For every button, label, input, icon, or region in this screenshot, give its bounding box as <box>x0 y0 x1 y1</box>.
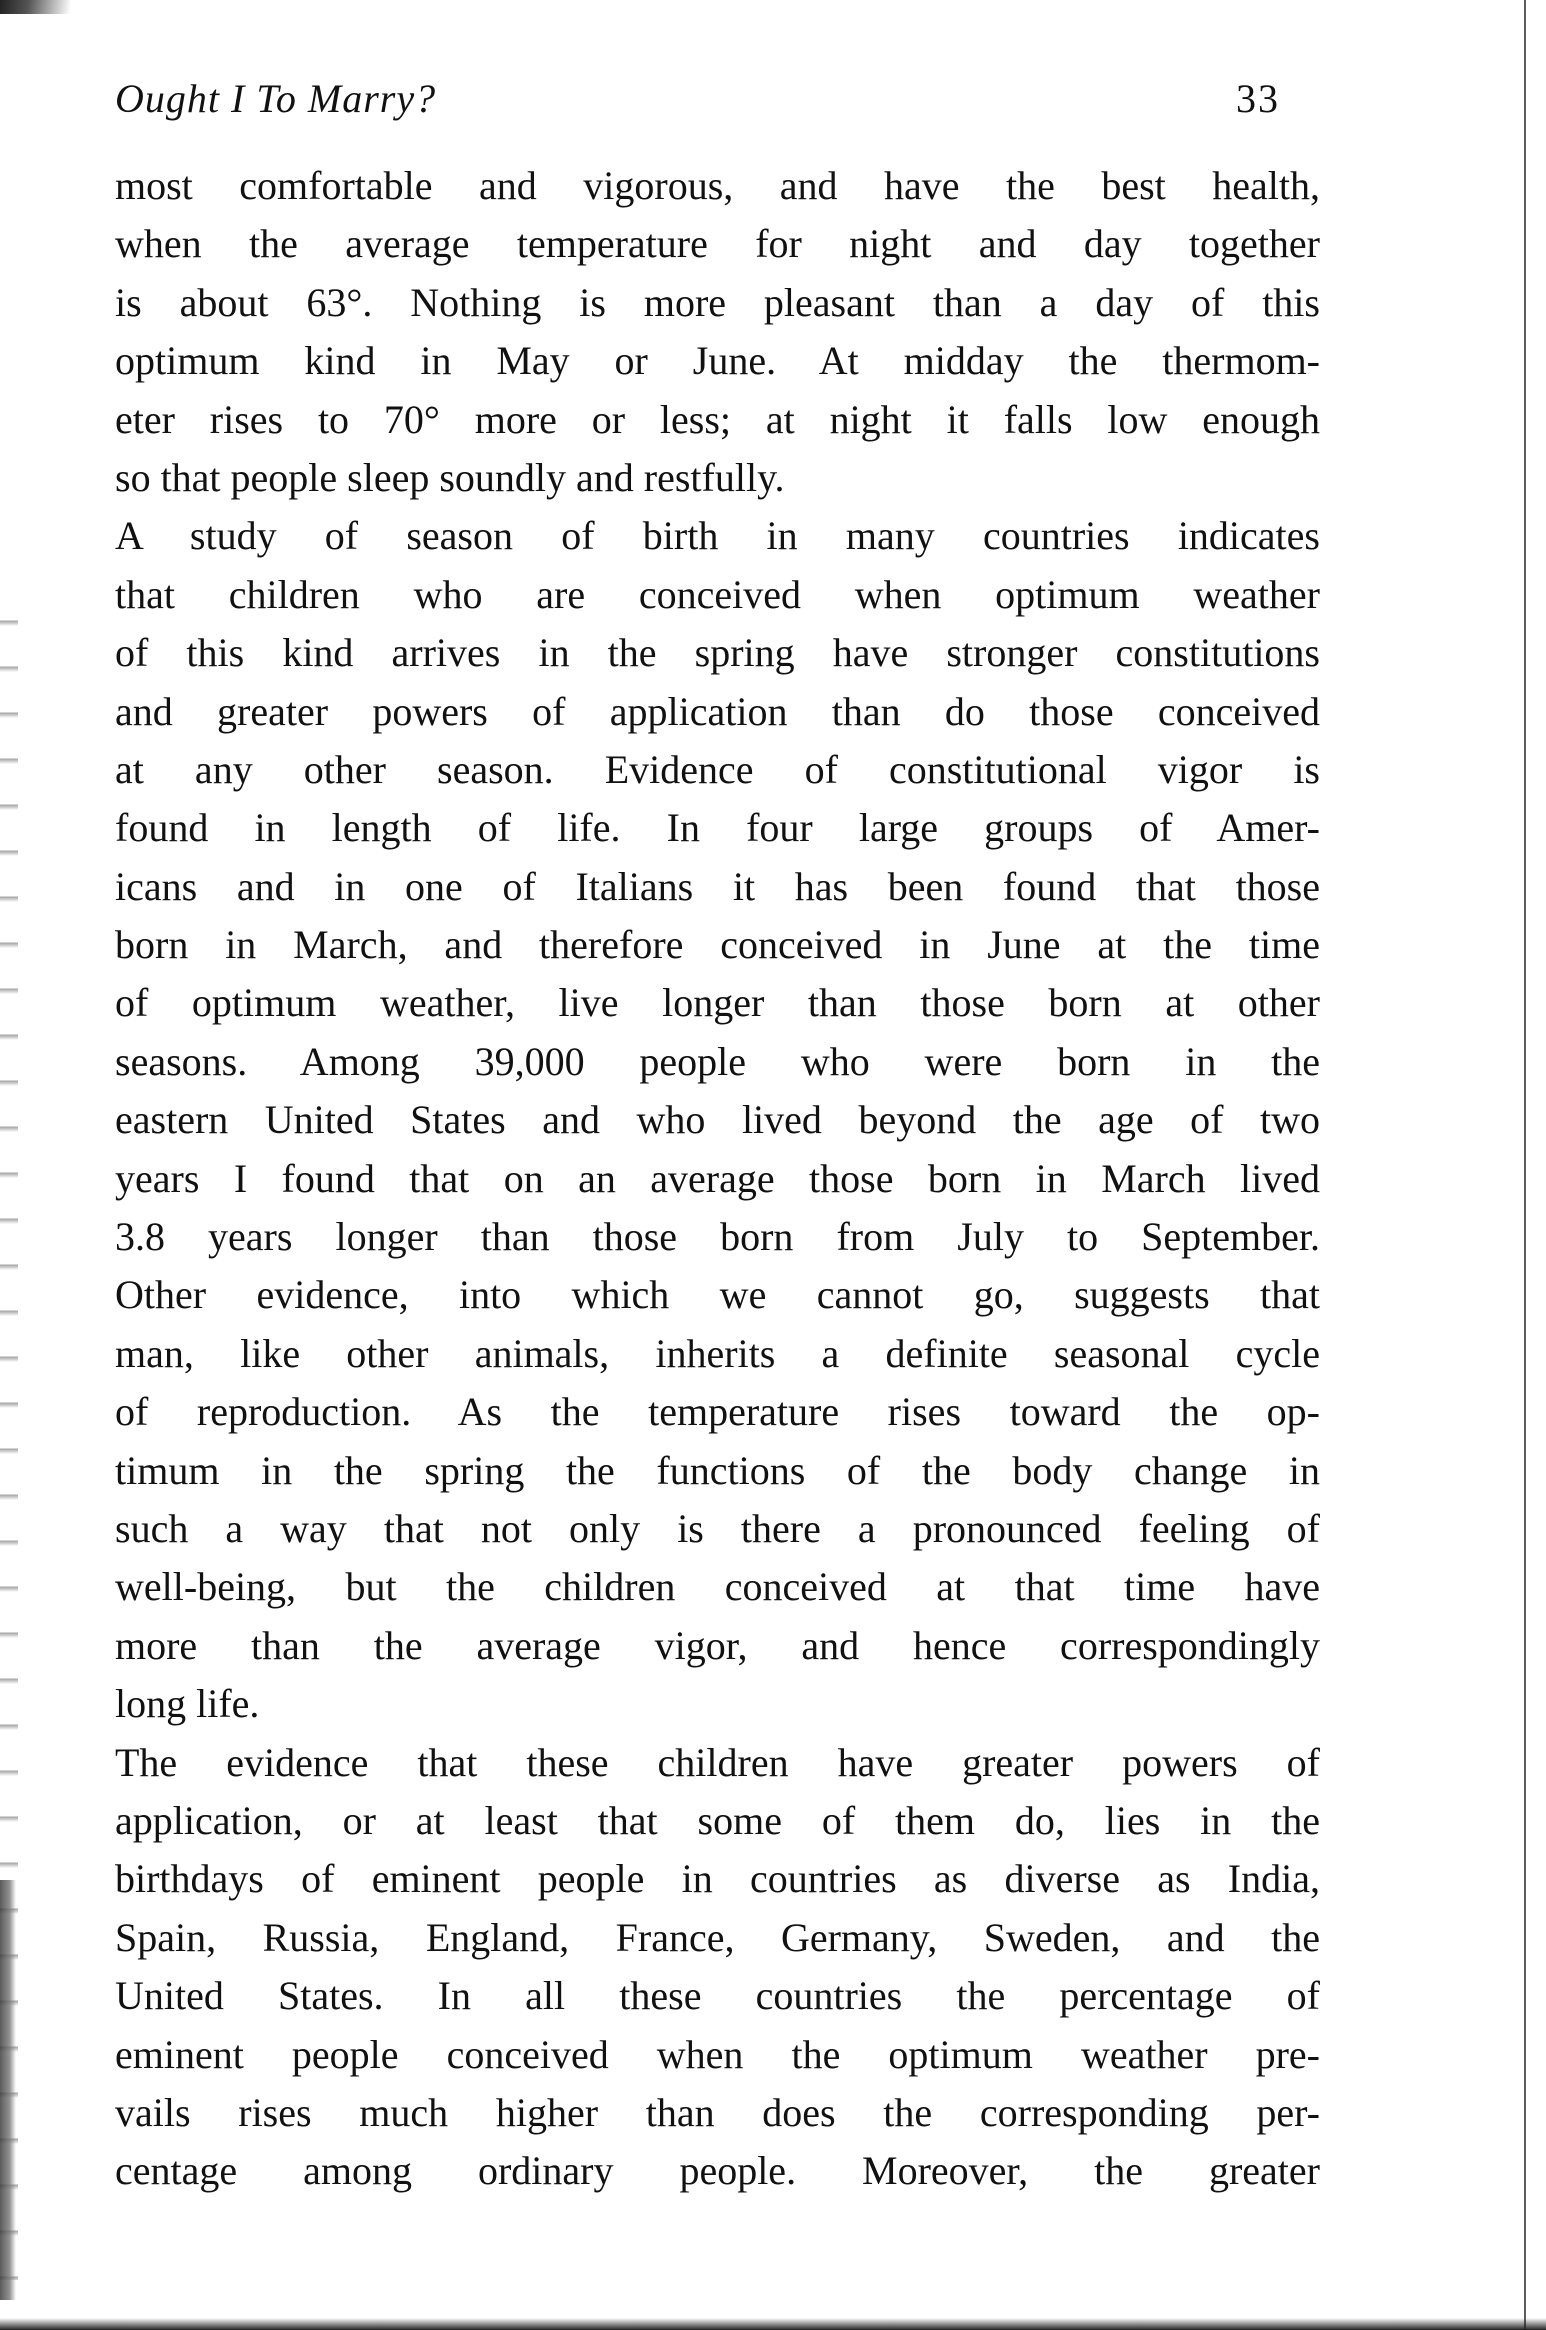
text-line: United States. In all these countries the percentage of <box>115 1973 1320 2019</box>
text-line: long life. <box>115 1681 260 1727</box>
paragraph-3 <box>115 1266 1320 1733</box>
text-line: is about 63°. Nothing is more pleasant than a day of this <box>115 279 1320 325</box>
text-line: optimum kind in May or June. At midday the thermom- <box>115 338 1320 384</box>
scan-binding-shadow <box>0 1880 16 2300</box>
paragraph-2 <box>115 507 1320 1266</box>
text-line: born in March, and therefore conceived in June at the time <box>115 922 1320 968</box>
scan-bottom-edge <box>0 2318 1546 2330</box>
paragraph-4 <box>115 1734 1320 2201</box>
text-line: The evidence that these children have greater powers of <box>115 1739 1320 1785</box>
text-line: application, or at least that some of them do, lies in the <box>115 1797 1320 1843</box>
text-line: A study of season of birth in many countries indicates <box>115 513 1320 559</box>
text-line: vails rises much higher than does the corresponding per- <box>115 2089 1320 2135</box>
page-number: 33 <box>1236 76 1280 121</box>
text-line: of optimum weather, live longer than those born at other <box>115 980 1320 1026</box>
text-line: centage among ordinary people. Moreover, the greater <box>115 2148 1320 2194</box>
text-line: when the average temperature for night and day together <box>115 221 1320 267</box>
text-line: more than the average vigor, and hence correspondingly <box>115 1622 1320 1668</box>
text-line: years I found that on an average those born in March lived <box>115 1155 1320 1201</box>
text-line: of this kind arrives in the spring have stronger constitutions <box>115 630 1320 676</box>
text-line: found in length of life. In four large groups of Amer- <box>115 805 1320 851</box>
text-line: Spain, Russia, England, France, Germany, Sweden, and the <box>115 1914 1320 1960</box>
text-line: so that people sleep soundly and restfully. <box>115 454 785 500</box>
text-line: icans and in one of Italians it has been found that those <box>115 863 1320 909</box>
text-line: eter rises to 70° more or less; at night it falls low enough <box>115 396 1320 442</box>
text-line: of reproduction. As the temperature rises toward the op- <box>115 1389 1320 1435</box>
text-line: birthdays of eminent people in countries as diverse as India, <box>115 1856 1320 1902</box>
text-line: man, like other animals, inherits a definite seasonal cycle <box>115 1330 1320 1376</box>
text-line: well-being, but the children conceived at that time have <box>115 1564 1320 1610</box>
scan-right-edge <box>1524 0 1526 2330</box>
text-line: that children who are conceived when optimum weather <box>115 571 1320 617</box>
text-line: seasons. Among 39,000 people who were born in the <box>115 1038 1320 1084</box>
body-text <box>115 157 1320 2201</box>
running-head <box>115 75 1320 137</box>
scan-corner-artifact <box>0 0 70 14</box>
text-line: most comfortable and vigorous, and have the best health, <box>115 163 1320 208</box>
text-line: timum in the spring the functions of the body change in <box>115 1447 1320 1493</box>
paragraph-1 <box>115 157 1320 507</box>
running-title: Ought I To Marry? <box>115 76 437 121</box>
text-line: 3.8 years longer than those born from July to September. <box>115 1214 1320 1260</box>
text-line: and greater powers of application than do those conceived <box>115 688 1320 734</box>
text-line: at any other season. Evidence of constitutional vigor is <box>115 746 1320 792</box>
text-line: Other evidence, into which we cannot go, suggests that <box>115 1272 1320 1318</box>
text-line: such a way that not only is there a pronounced feeling of <box>115 1505 1320 1551</box>
book-page <box>115 75 1320 2201</box>
text-line: eastern United States and who lived beyond the age of two <box>115 1097 1320 1143</box>
text-line: eminent people conceived when the optimum weather pre- <box>115 2031 1320 2077</box>
